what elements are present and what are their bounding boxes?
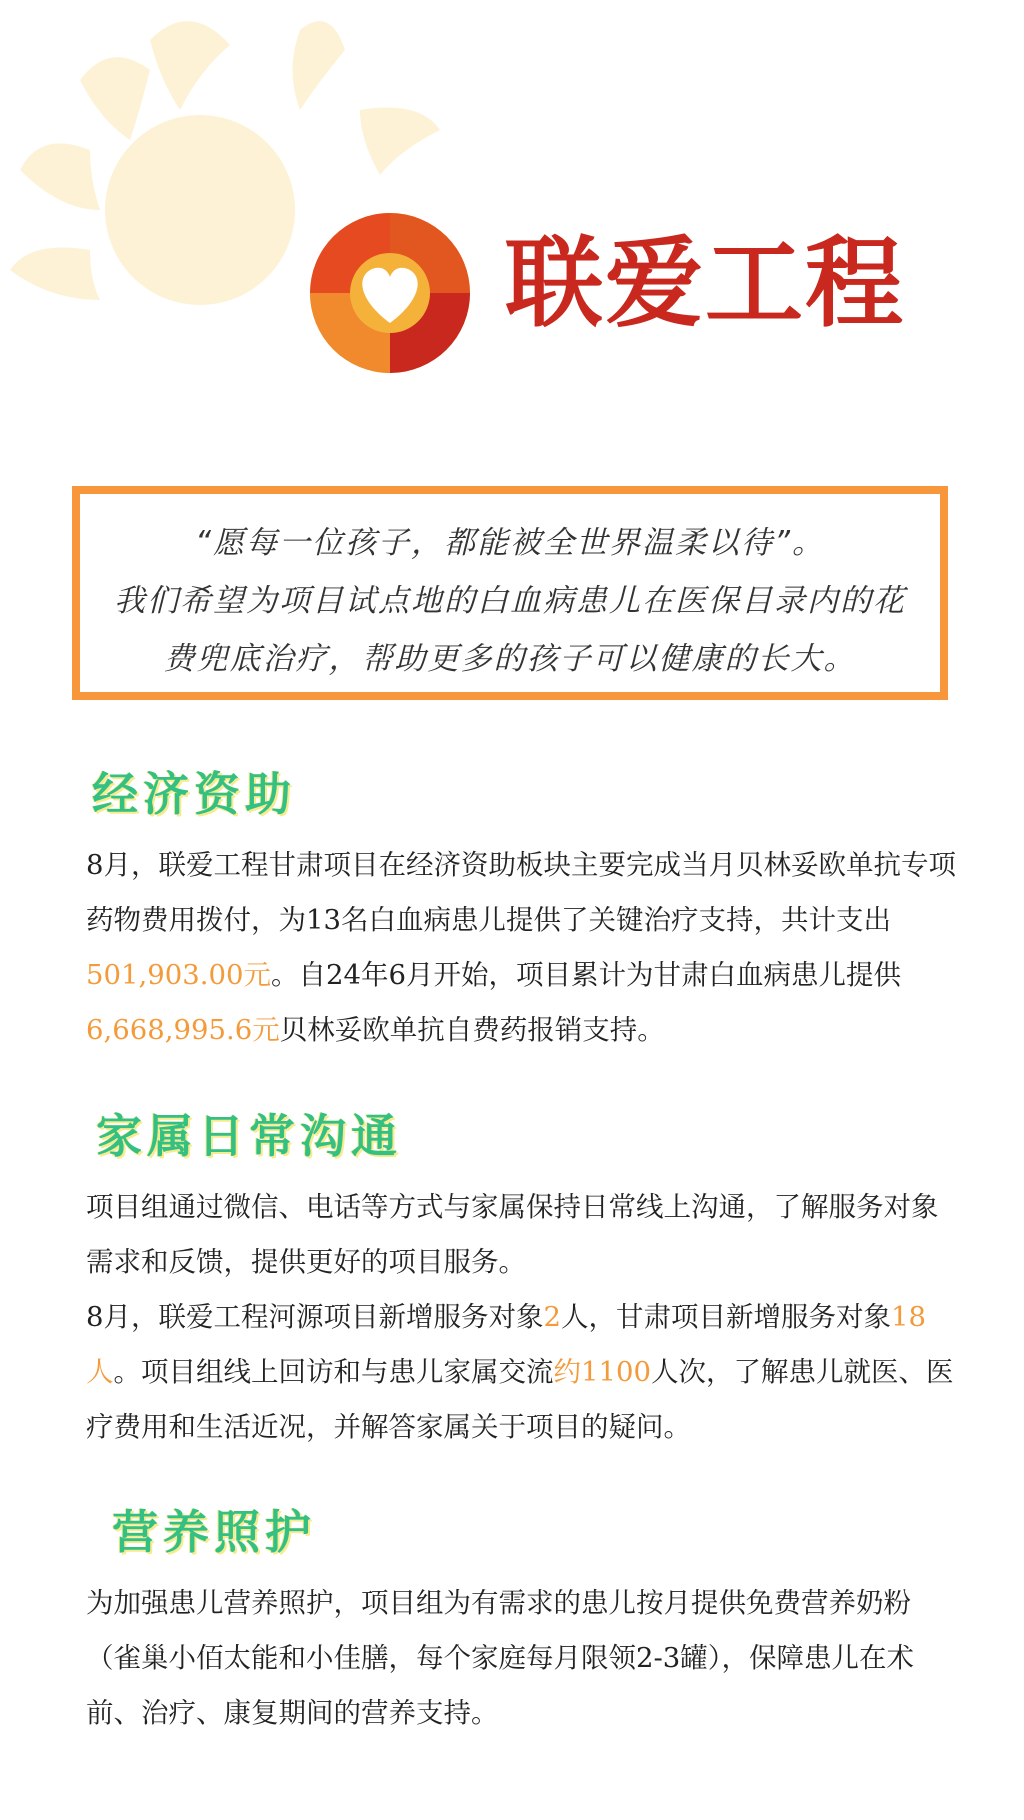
economic-text-a: 8月，联爱工程甘肃项目在经济资助板块主要完成当月贝林妥欧单抗专项药物费用拨付，为13名白血病患儿提供了关键治疗支持，共计支出 bbox=[86, 849, 956, 936]
family-text-1: 项目组通过微信、电话等方式与家属保持日常线上沟通，了解服务对象需求和反馈，提供更好的项目服务。 bbox=[86, 1191, 939, 1278]
family-text-c: 。项目组线上回访和与患儿家属交流 bbox=[113, 1356, 554, 1388]
economic-amount: 501,903.00元 bbox=[86, 959, 271, 991]
economic-text-c: 贝林妥欧单抗自费药报销支持。 bbox=[279, 1014, 665, 1046]
economic-text-b: 。自24年6月开始，项目累计为甘肃白血病患儿提供 bbox=[270, 959, 901, 991]
family-text-b: 人，甘肃项目新增服务对象 bbox=[561, 1301, 891, 1333]
quote-line-1: “愿每一位孩子，都能被全世界温柔以待”。 bbox=[194, 525, 826, 561]
section-title-nutrition: 营养照护 bbox=[112, 1505, 316, 1559]
family-visits: 约1100 bbox=[553, 1356, 651, 1388]
family-text-d: 人次，了解患儿就医、医疗费用和生活近况，并解答家属关于项目的疑问。 bbox=[86, 1356, 954, 1443]
family-new-gansu: 18人 bbox=[86, 1301, 926, 1388]
family-paragraph bbox=[86, 1180, 956, 1455]
logo bbox=[300, 205, 940, 385]
quote-box bbox=[72, 486, 948, 700]
family-text-a: 8月，联爱工程河源项目新增服务对象 bbox=[86, 1301, 544, 1333]
logo-heart-swirl-icon bbox=[300, 205, 480, 380]
economic-paragraph bbox=[86, 838, 956, 1058]
nutrition-text: 为加强患儿营养照护，项目组为有需求的患儿按月提供免费营养奶粉（雀巢小佰太能和小佳膳，每个家庭每月限领2-3罐），保障患儿在术前、治疗、康复期间的营养支持。 bbox=[86, 1587, 915, 1729]
section-title-family: 家属日常沟通 bbox=[96, 1109, 402, 1163]
quote-line-2: 我们希望为项目试点地的白血病患儿在医保目录内的花 bbox=[114, 583, 906, 619]
nutrition-paragraph bbox=[86, 1576, 956, 1741]
family-new-heyuan: 2 bbox=[543, 1301, 561, 1333]
quote-line-3: 费兜底治疗，帮助更多的孩子可以健康的长大。 bbox=[163, 641, 857, 677]
logo-title: 联爱工程 bbox=[505, 227, 906, 341]
economic-total: 6,668,995.6元 bbox=[86, 1014, 280, 1046]
section-title-economic: 经济资助 bbox=[92, 767, 296, 821]
